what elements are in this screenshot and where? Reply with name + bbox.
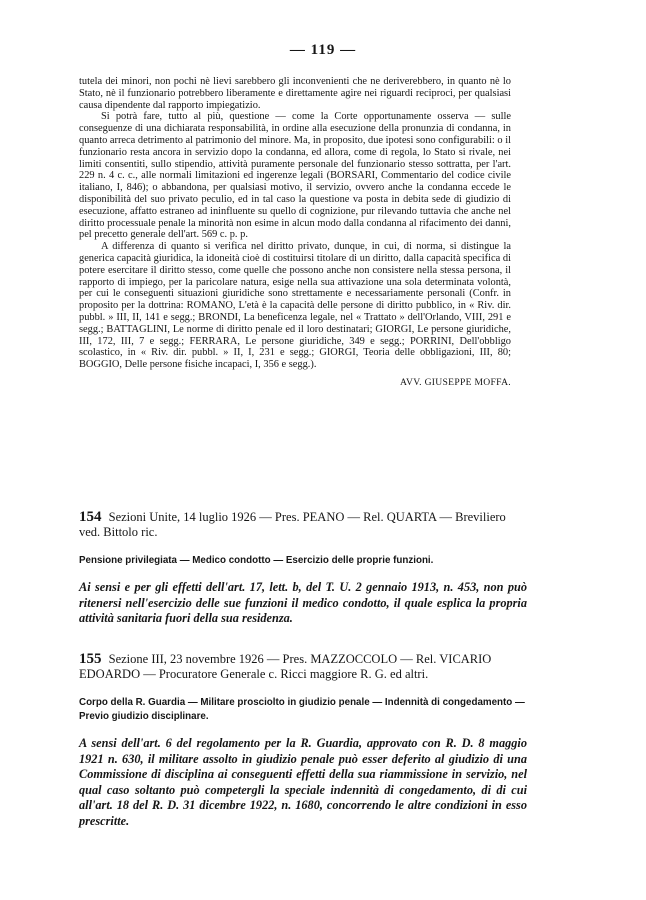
case-number: 154 [79, 509, 102, 525]
author-signature: AVV. GIUSEPPE MOFFA. [399, 376, 511, 388]
case-heading [79, 510, 527, 540]
case-entry-155 [79, 652, 527, 829]
case-maxim-text: A sensi dell'art. 6 del regolamento per la R. Guardia, approvato con R. D. 8 maggio 1921 n. 630, il militare assolto in giudizio penale può esser deferito al giudizio di una Commissione di disciplina ai conseguenti effetti della sua riammissione in servizio, nel qual caso soltanto può competergli la speciale indennità di congedamento, di di cui all'art. 18 del R. D. 31 dicembre 1922, n. 1680, concorrendo le altre condizioni in esso prescritte. [79, 736, 527, 828]
case-heading [79, 652, 527, 682]
case-subject: Corpo della R. Guardia — Militare prosciolto in giudizio penale — Indennità di congedamento — Previo giudizio disciplinare. [79, 697, 525, 722]
case-subject: Pensione privilegiata — Medico condotto — Esercizio delle proprie funzioni. [79, 555, 434, 566]
article-paragraph: tutela dei minori, non pochi nè lievi sarebbero gli inconvenienti che ne deriverebbero, in quanto nè lo Stato, nè il funzionario potrebbero liberamente e direttamente agire nei riguardi reciproci, per qualsiasi causa dipendente dal rapporto impiegatizio. [79, 76, 511, 111]
article-text [79, 76, 511, 389]
page-number: — 119 — [289, 42, 357, 58]
case-entry-154 [79, 510, 527, 627]
article-paragraph: A differenza di quanto si verifica nel diritto privato, dunque, in cui, di norma, si distingue la generica capacità giuridica, la idoneità cioè di costituirsi titolare di un diritto, dalla capacità specifica di potere esercitare il diritto stesso, come quelle che possono anche non consistere nella stessa persona, il rapporto di impiego, per la paricolare natura, esige nella sua attivazione una sola determinata volontà, per cui le conseguenti situazioni giuridiche sono strettamente e necessariamente personali (Confr. in proposito per la dottrina: ROMANO, L'età è la capacità delle persone di diritto pubblico, in « Riv. dir. pubbl. » III, II, 141 e segg.; BRONDI, La beneficenza legale, nel « Trattato » dell'Orlando, VIII, 291 e segg.; BATTAGLINI, Le norme di diritto penale ed il loro destinatari; GIORGI, Le persone giuridiche, III, 172, III, 7 e segg.; FERRARA, Le persone giuridiche, 349 e segg.; PORRINI, Dell'obbligo scolastico, in « Riv. dir. pubbl. » II, I, 231 e segg.; GIORGI, Teoria delle obbligazioni, III, 80; BOGGIO, Delle persone fisiche incapaci, I, 356 e segg.). [79, 241, 511, 371]
case-maxim [79, 580, 527, 627]
case-maxim-text: Ai sensi e per gli effetti dell'art. 17, lett. b, del T. U. 2 gennaio 1913, n. 453, non può ritenersi nell'esercizio delle sue funzioni il medico condotto, il quale esplica la propria attività sanitaria fuori della sua residenza. [79, 580, 527, 625]
case-heading-text: Sezione III, 23 novembre 1926 — Pres. MAZZOCCOLO — Rel. VICARIO EDOARDO — Procuratore Generale c. Ricci maggiore R. G. ed altri. [79, 652, 492, 681]
article-paragraph: Si potrà fare, tutto al più, questione — come la Corte opportunamente osserva — sulle conseguenze di una dichiarata responsabilità, in ordine alla esecuzione della pronunzia di condanna, in quanto arreca detrimento al patrimonio del minore. Ma, in proposito, due ipotesi sono configurabili: o il funzionario resta ancora in servizio dopo la condanna, ed allora, come di regola, lo Stato si rivale, nei limiti consentiti, sullo stipendio, attività puramente personale del funzionario stesso sottratta, per l'art. 229 n. 4 c. c., alle normali limitazioni ed ingerenze legali (BORSARI, Commentario del codice civile italiano, I, 846); o abbandona, per qualsiasi motivo, il servizio, ovvero anche la condanna eccede le disponibilità del suo privato peculio, ed in tal caso la questione va posta in debita sede di giudizio di esecuzione, affatto estraneo ad ininfluente su quello di cognizione, pur rilevando tuttavia che anche nel diritto processuale penale la minorità non esime in alcun modo dalla condanna al rifacimento dei danni, pel precetto generale dell'art. 569 c. p. p. [79, 111, 511, 241]
case-heading-text: Sezioni Unite, 14 luglio 1926 — Pres. PEANO — Rel. QUARTA — Breviliero ved. Bittolo ric. [79, 510, 506, 539]
case-maxim [79, 736, 527, 829]
case-number: 155 [79, 651, 102, 667]
